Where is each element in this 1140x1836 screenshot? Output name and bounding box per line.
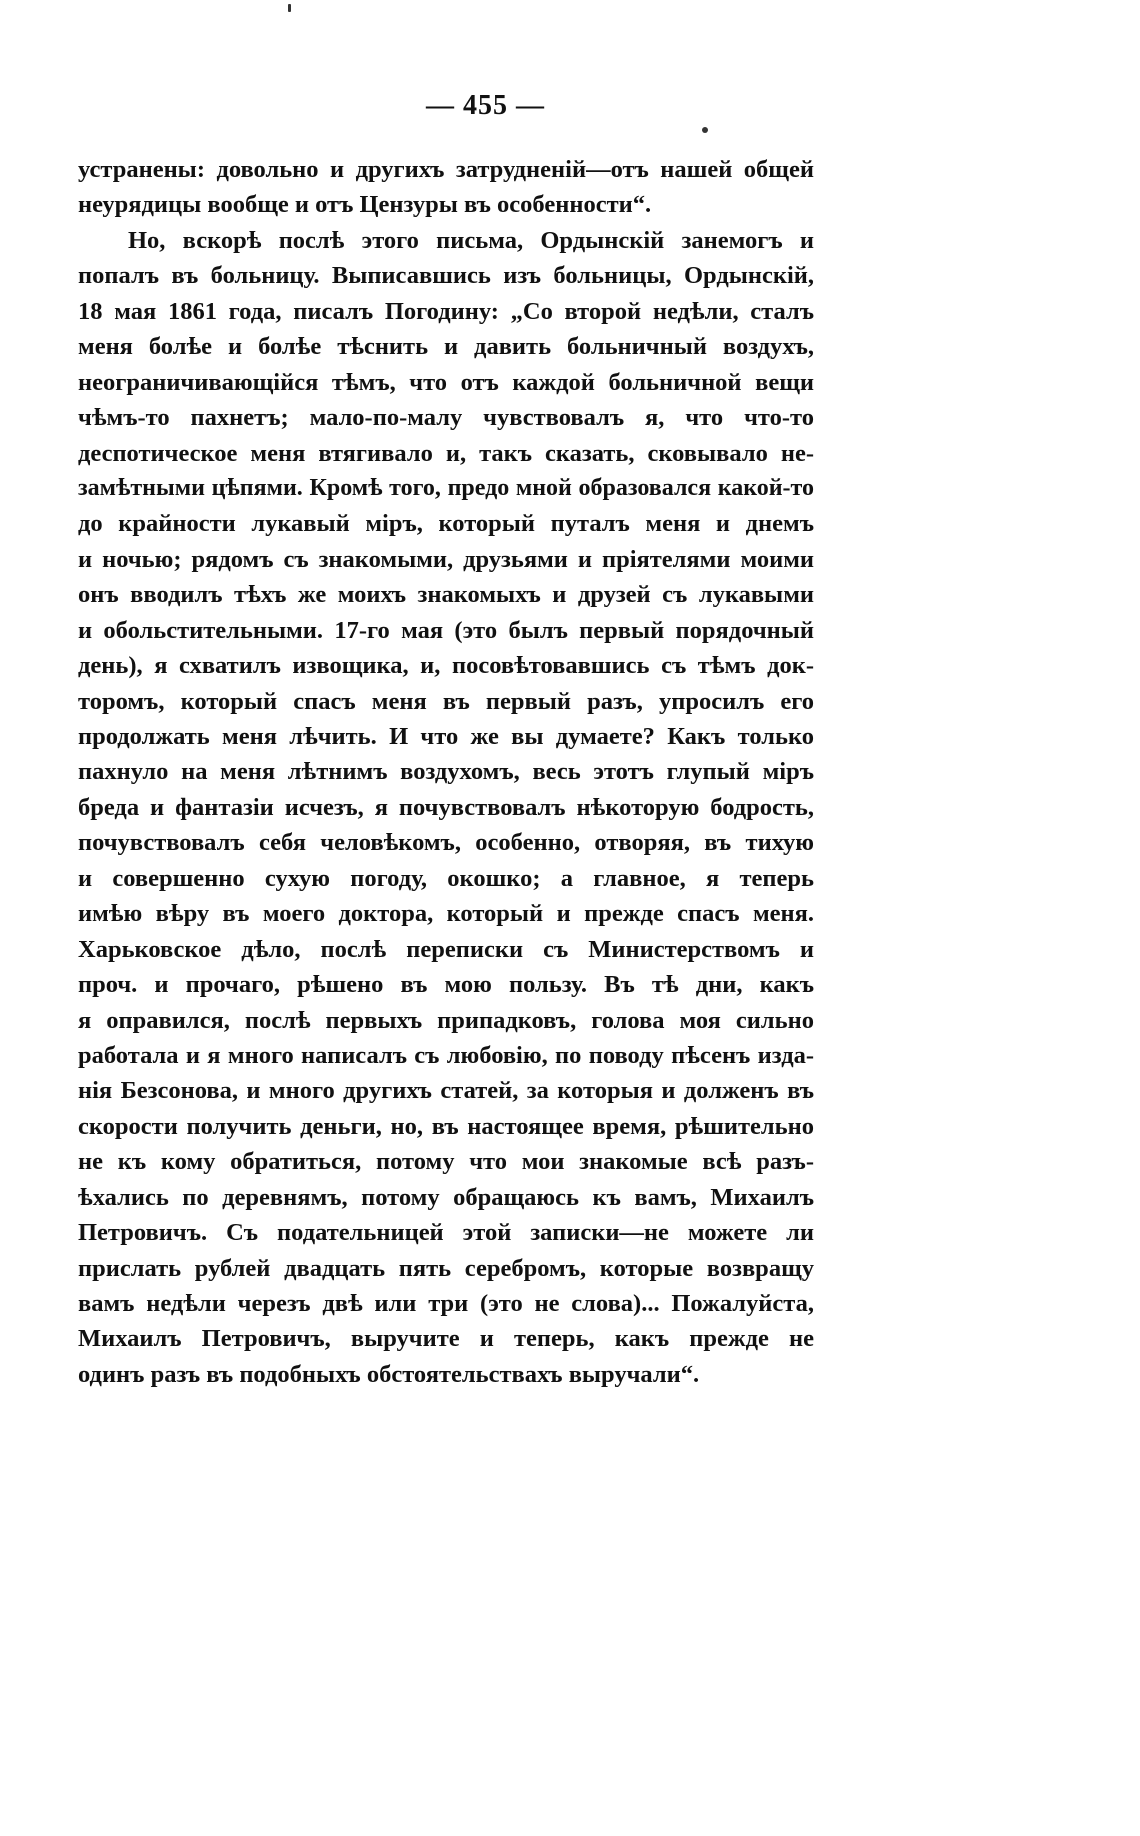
text-line: 18 мая 1861 года, писалъ Погодину: „Со второй недѣли, сталъ [78, 297, 814, 325]
print-speck [288, 4, 291, 12]
text-line: нія Безсонова, и много другихъ статей, за которыя и долженъ въ [78, 1077, 814, 1105]
text-line: замѣтными цѣпями. Кромѣ того, предо мной образовался какой-то [78, 474, 814, 501]
text-line: одинъ разъ въ подобныхъ обстоятельствахъ выручали“. [78, 1360, 700, 1388]
text-line: Харьковское дѣло, послѣ переписки съ Министерствомъ и [78, 935, 814, 963]
text-line: пахнуло на меня лѣтнимъ воздухомъ, весь этотъ глупый міръ [78, 758, 814, 786]
text-line: неограничивающійся тѣмъ, что отъ каждой больничной вещи [78, 368, 814, 396]
text-line: день), я схватилъ извощика, и, посовѣтовавшись съ тѣмъ док- [78, 652, 814, 680]
text-line: работала и я много написалъ съ любовію, по поводу пѣсенъ изда- [78, 1041, 814, 1069]
text-line: ѣхались по деревнямъ, потому обращаюсь къ вамъ, Михаилъ [78, 1183, 814, 1211]
text-line: деспотическое меня втягивало и, такъ сказать, сковывало не- [78, 439, 814, 467]
text-line: попалъ въ больницу. Выписавшись изъ больницы, Ордынскій, [78, 262, 814, 290]
text-line: я оправился, послѣ первыхъ припадковъ, голова моя сильно [78, 1006, 814, 1034]
text-line: онъ вводилъ тѣхъ же моихъ знакомыхъ и друзей съ лукавыми [78, 581, 814, 609]
text-line: имѣю вѣру въ моего доктора, который и прежде спасъ меня. [78, 900, 814, 928]
text-line: неурядицы вообще и отъ Цензуры въ особенности“. [78, 191, 652, 219]
text-line: почувствовалъ себя человѣкомъ, особенно, отворяя, въ тихую [78, 829, 814, 857]
body-text [78, 152, 814, 1392]
text-line: и обольстительными. 17-го мая (это былъ первый порядочный [78, 616, 814, 644]
text-line: вамъ недѣли черезъ двѣ или три (это не слова)... Пожалуйста, [78, 1290, 814, 1317]
text-line: торомъ, который спасъ меня въ первый разъ, упросилъ его [78, 687, 814, 715]
text-line: скорости получить деньги, но, въ настоящее время, рѣшительно [78, 1112, 814, 1140]
text-line: устранены: довольно и другихъ затрудненій—отъ нашей общей [78, 156, 814, 183]
text-line: и ночью; рядомъ съ знакомыми, друзьями и пріятелями моими [78, 545, 814, 573]
text-line: прислать рублей двадцать пять серебромъ, которые возвращу [78, 1254, 814, 1282]
text-line: Михаилъ Петровичъ, выручите и теперь, какъ прежде не [78, 1325, 814, 1353]
text-line: Петровичъ. Съ подательницей этой записки—не можете ли [78, 1219, 814, 1247]
text-line: не къ кому обратиться, потому что мои знакомые всѣ разъ- [78, 1148, 814, 1176]
text-line: продолжать меня лѣчить. И что же вы думаете? Какъ только [78, 723, 814, 750]
text-line: бреда и фантазіи исчезъ, я почувствовалъ нѣкоторую бодрость, [78, 793, 814, 821]
text-line: и совершенно сухую погоду, окошко; а главное, я теперь [78, 864, 814, 892]
text-line: меня болѣе и болѣе тѣснить и давить больничный воздухъ, [78, 333, 814, 361]
text-line: до крайности лукавый міръ, который путалъ меня и днемъ [78, 510, 814, 538]
text-line: чѣмъ-то пахнетъ; мало-по-малу чувствовалъ я, что что-то [78, 404, 814, 432]
print-speck [702, 127, 708, 133]
text-line: проч. и прочаго, рѣшено въ мою пользу. Въ тѣ дни, какъ [78, 971, 814, 999]
page-number: — 455 — [426, 90, 545, 121]
text-line: Но, вскорѣ послѣ этого письма, Ордынскій занемогъ и [128, 226, 814, 254]
